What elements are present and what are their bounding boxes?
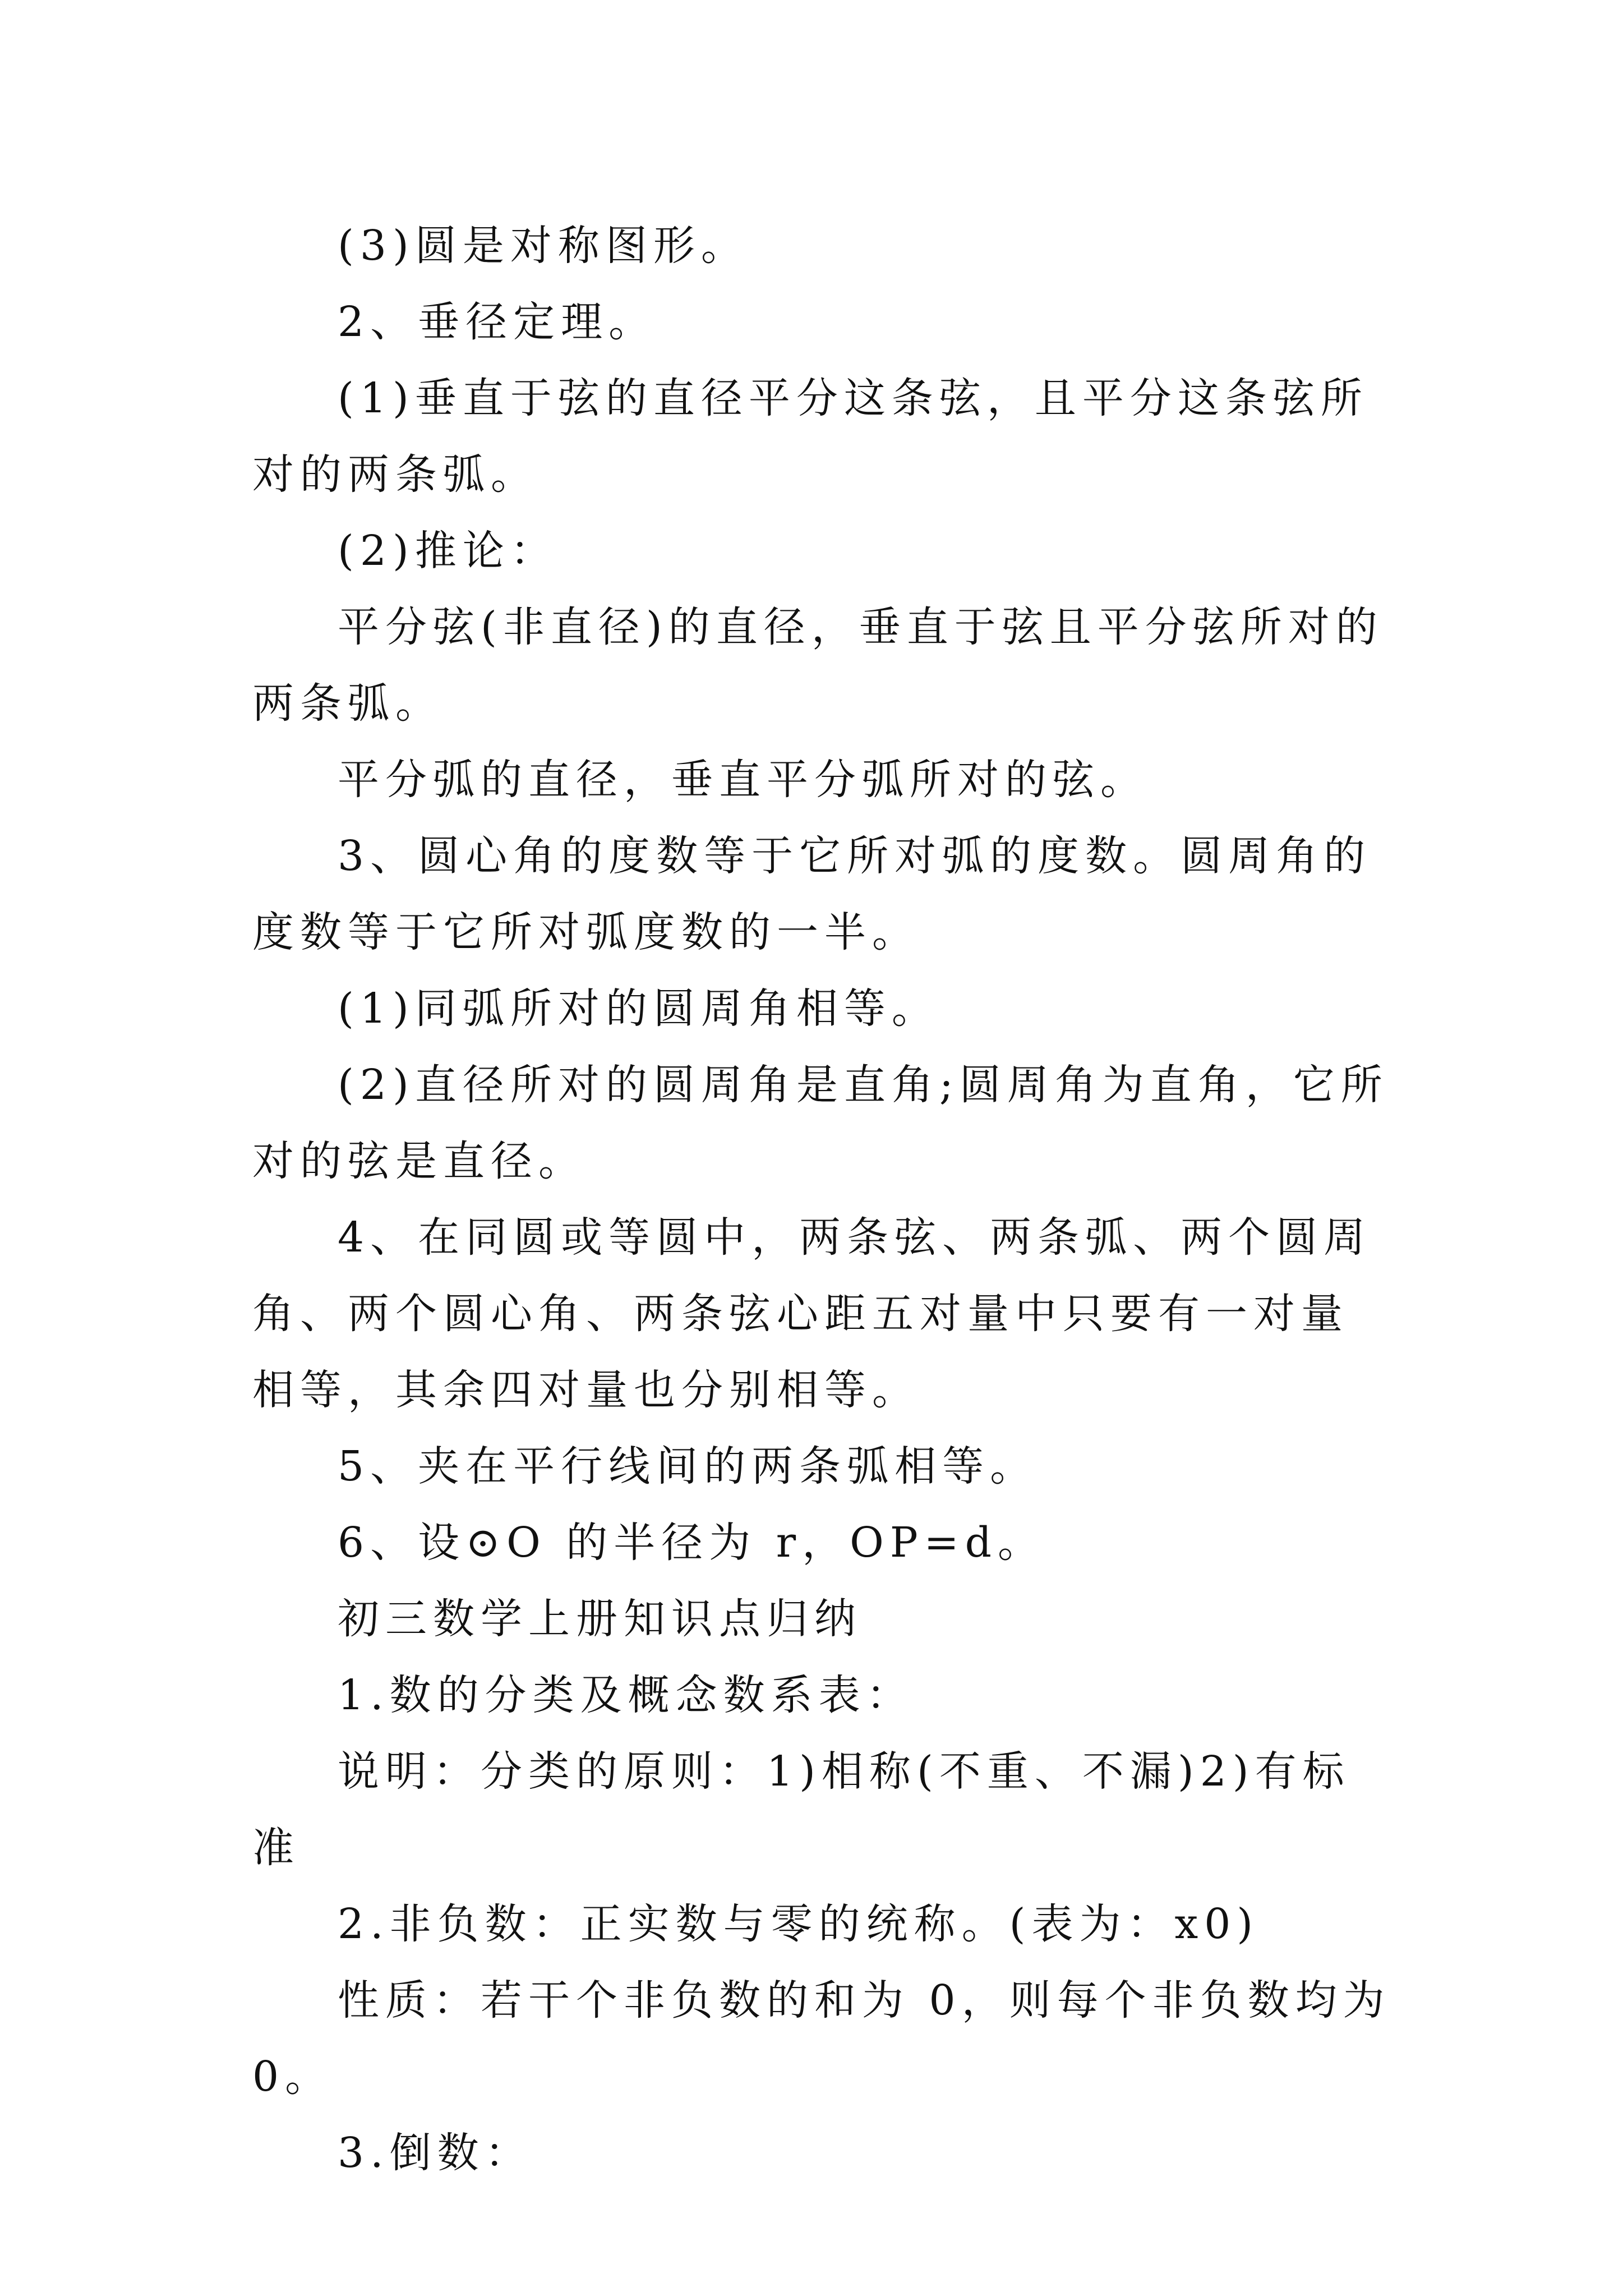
paragraph: 性质：若干个非负数的和为 0，则每个非负数均为 0。 <box>252 1976 1391 2101</box>
paragraph: 2.非负数：正实数与零的统称。(表为：x0) <box>338 1900 1260 1948</box>
section-heading: 初三数学上册知识点归纳 <box>338 1595 862 1643</box>
paragraph: 平分弦(非直径)的直径，垂直于弦且平分弦所对的两条弧。 <box>252 603 1384 728</box>
paragraph: (1)同弧所对的圆周角相等。 <box>338 984 939 1033</box>
paragraph: 6、设⊙O 的半径为 r，OP=d。 <box>338 1519 1046 1567</box>
paragraph: (2)推论： <box>338 527 558 575</box>
document-body <box>252 208 1391 2191</box>
paragraph: 1.数的分类及概念数系表： <box>338 1671 914 1719</box>
paragraph: 2、垂径定理。 <box>338 298 657 346</box>
paragraph: (1)垂直于弦的直径平分这条弦，且平分这条弦所对的两条弧。 <box>252 374 1368 499</box>
paragraph: 3、圆心角的度数等于它所对弧的度数。圆周角的度数等于它所对弧度数的一半。 <box>252 832 1372 956</box>
paragraph: 平分弧的直径，垂直平分弧所对的弦。 <box>338 756 1148 804</box>
paragraph: 4、在同圆或等圆中，两条弦、两条弧、两个圆周角、两个圆心角、两条弦心距五对量中只要有一对量相等，其余四对量也分别相等。 <box>252 1213 1372 1414</box>
paragraph: 3.倒数： <box>338 2129 533 2177</box>
paragraph: 5、夹在平行线间的两条弧相等。 <box>338 1442 1038 1490</box>
paragraph: (3)圆是对称图形。 <box>338 222 749 270</box>
paragraph: (2)直径所对的圆周角是直角;圆周角为直角，它所对的弦是直径。 <box>252 1061 1389 1185</box>
paragraph: 说明：分类的原则：1)相称(不重、不漏)2)有标准 <box>252 1747 1350 1872</box>
